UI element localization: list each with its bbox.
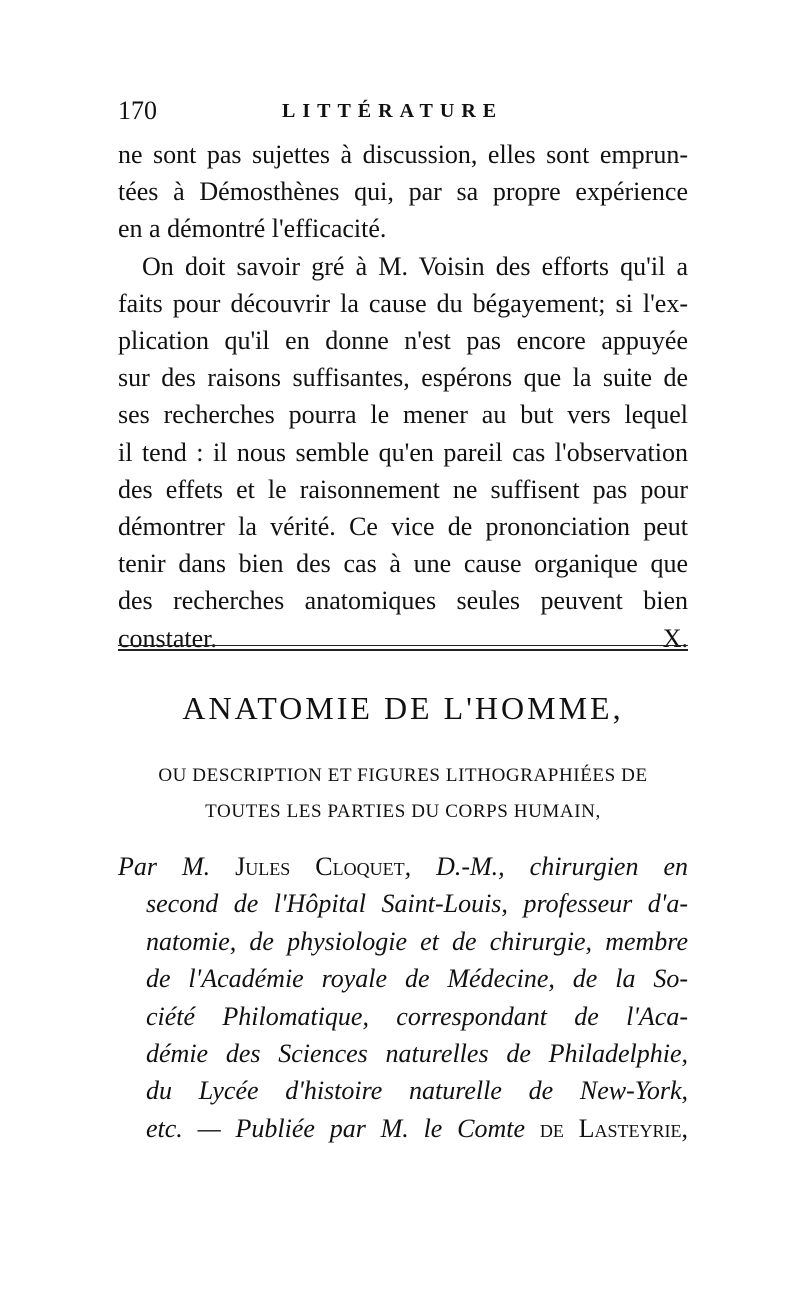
text-line: des effets et le raisonnement ne suffisent pas pour: [118, 474, 688, 504]
article-subtitle: [118, 758, 688, 830]
byline-line: démie des Sciences naturelles de Philadelphie,: [146, 1039, 688, 1069]
text-line: tées à Démosthènes qui, par sa propre expérience: [118, 177, 688, 207]
byline-line: ciété Philomatique, correspondant de l'Aca-: [146, 1001, 688, 1031]
running-head: [118, 96, 688, 132]
review-conclusion-text: [118, 136, 688, 657]
byline-publisher: etc. — Publiée par M. le Comte: [146, 1113, 526, 1143]
author-signature: X.: [662, 623, 688, 653]
text-line: On doit savoir gré à M. Voisin des efforts qu'il a: [142, 251, 688, 281]
text-line: des recherches anatomiques seules peuvent bien: [118, 586, 688, 616]
subtitle-line: OU DESCRIPTION ET FIGURES LITHOGRAPHIÉES DE: [158, 765, 648, 786]
article-title: ANATOMIE DE L'HOMME,: [182, 690, 624, 726]
publisher-name: de Lasteyrie,: [539, 1113, 688, 1143]
byline-line: natomie, de physiologie et de chirurgie, membre: [146, 926, 688, 956]
text-line: ses recherches pourra le mener au but vers lequel: [118, 400, 688, 430]
subtitle-line: TOUTES LES PARTIES DU CORPS HUMAIN,: [205, 801, 601, 822]
byline-line: [118, 848, 688, 885]
text-line: démontrer la vérité. Ce vice de prononciation peut: [118, 512, 688, 542]
text-line: ne sont pas sujettes à discussion, elles sont emprun-: [118, 140, 688, 169]
author-name: Jules Cloquet: [235, 852, 405, 881]
article-byline: [118, 848, 688, 1147]
running-title: LITTÉRATURE: [282, 100, 504, 122]
byline-line: du Lycée d'histoire naturelle de New-York,: [146, 1076, 688, 1106]
text-line: sur des raisons suffisantes, espérons que la suite de: [118, 363, 688, 393]
text-line: constater.: [118, 623, 217, 653]
byline-line: de l'Académie royale de Médecine, de la So-: [146, 964, 688, 994]
page-number: 170: [118, 96, 157, 125]
closing-line: [118, 620, 688, 657]
text-line: faits pour découvrir la cause du bégayement; si l'ex-: [118, 288, 688, 318]
text-line: en a démontré l'efficacité.: [118, 214, 387, 244]
section-divider: [118, 645, 688, 651]
byline-line: second de l'Hôpital Saint-Louis, professeur d'a-: [146, 889, 688, 919]
text-line: tenir dans bien des cas à une cause organique que: [118, 549, 688, 579]
text-line: plication qu'il en donne n'est pas encore appuyée: [118, 326, 688, 356]
byline-credentials: , D.-M., chirurgien en: [404, 852, 688, 881]
byline-line: [118, 1110, 688, 1147]
text-line: il tend : il nous semble qu'en pareil cas l'observation: [118, 437, 688, 467]
byline-par: Par M.: [118, 852, 211, 881]
